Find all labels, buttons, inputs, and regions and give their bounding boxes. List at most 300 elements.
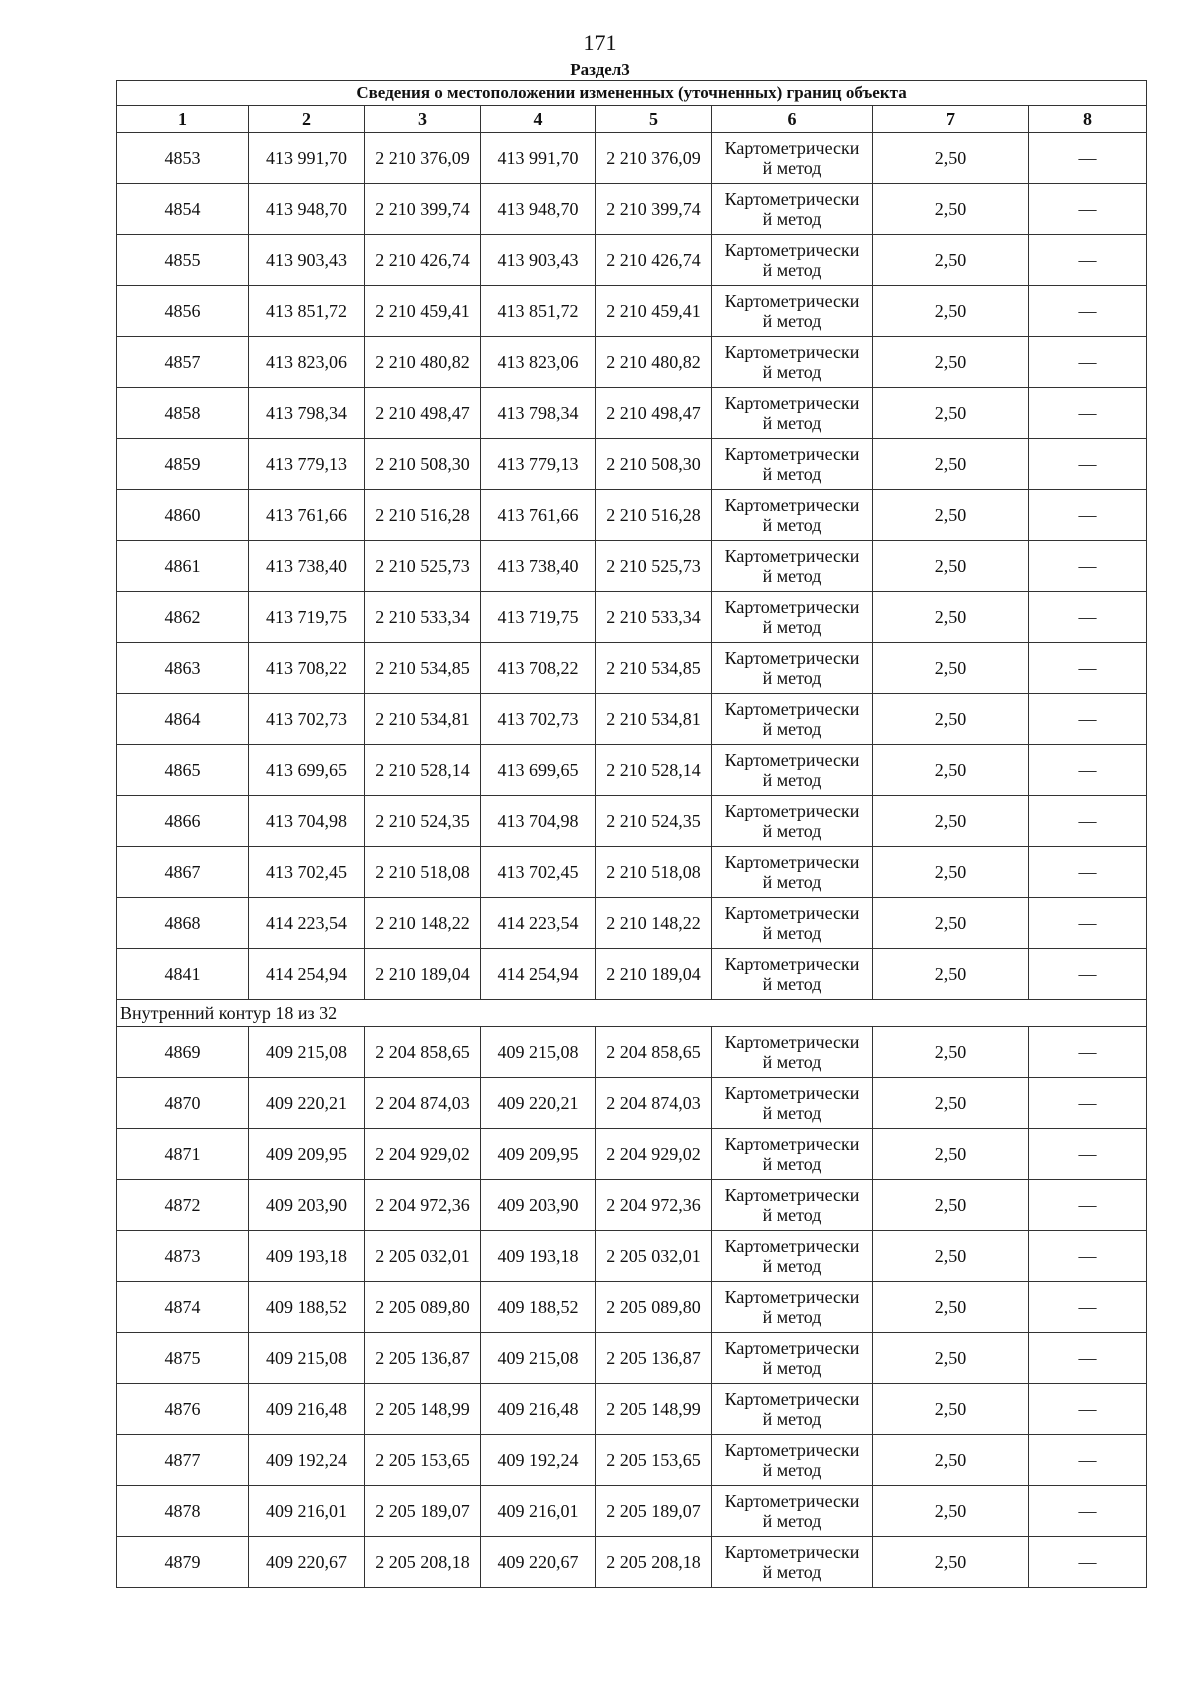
description-cell: —: [1029, 1333, 1147, 1384]
method-cell: [712, 1129, 873, 1180]
description-cell: —: [1029, 1231, 1147, 1282]
method-text-line2: й метод: [762, 311, 822, 331]
x-existing-cell: 409 216,48: [249, 1384, 365, 1435]
method-text-line1: Картометрически: [724, 597, 860, 617]
method-text-line1: Картометрически: [724, 189, 860, 209]
y-new-cell: 2 205 089,80: [596, 1282, 712, 1333]
y-existing-cell: 2 205 089,80: [365, 1282, 481, 1333]
method-text-line2: й метод: [762, 260, 822, 280]
method-text-line1: Картометрически: [724, 699, 860, 719]
method-text-line2: й метод: [762, 872, 822, 892]
point-number-cell: 4872: [117, 1180, 249, 1231]
x-existing-cell: 413 699,65: [249, 745, 365, 796]
table-row: [117, 745, 1147, 796]
method-text-line2: й метод: [762, 1256, 822, 1276]
method-cell: [712, 1027, 873, 1078]
y-new-cell: 2 204 874,03: [596, 1078, 712, 1129]
description-cell: —: [1029, 694, 1147, 745]
method-cell: [712, 337, 873, 388]
page-number: 171: [583, 30, 617, 55]
method-cell: [712, 1282, 873, 1333]
method-text-line2: й метод: [762, 515, 822, 535]
y-new-cell: 2 210 533,34: [596, 592, 712, 643]
point-number-cell: 4858: [117, 388, 249, 439]
table-row: [117, 1180, 1147, 1231]
table-row: [117, 184, 1147, 235]
boundary-coordinates-table: [116, 80, 1147, 1588]
method-text-line1: Картометрически: [724, 291, 860, 311]
section-title: Раздел3: [570, 60, 630, 79]
method-text-line2: й метод: [762, 1511, 822, 1531]
x-existing-cell: 409 209,95: [249, 1129, 365, 1180]
table-row: [117, 490, 1147, 541]
y-new-cell: 2 204 972,36: [596, 1180, 712, 1231]
x-new-cell: 409 188,52: [481, 1282, 596, 1333]
y-new-cell: 2 210 534,85: [596, 643, 712, 694]
x-existing-cell: 409 192,24: [249, 1435, 365, 1486]
x-new-cell: 413 779,13: [481, 439, 596, 490]
method-cell: [712, 133, 873, 184]
x-new-cell: 413 823,06: [481, 337, 596, 388]
table-row: [117, 592, 1147, 643]
x-existing-cell: 409 215,08: [249, 1333, 365, 1384]
accuracy-cell: 2,50: [873, 439, 1029, 490]
method-text-line2: й метод: [762, 1103, 822, 1123]
method-text-line1: Картометрически: [724, 444, 860, 464]
column-number: 4: [481, 106, 596, 133]
x-new-cell: 413 851,72: [481, 286, 596, 337]
y-existing-cell: 2 205 032,01: [365, 1231, 481, 1282]
table-row: [117, 898, 1147, 949]
method-cell: [712, 592, 873, 643]
point-number-cell: 4869: [117, 1027, 249, 1078]
x-existing-cell: 413 903,43: [249, 235, 365, 286]
accuracy-cell: 2,50: [873, 1078, 1029, 1129]
x-existing-cell: 414 223,54: [249, 898, 365, 949]
point-number-cell: 4863: [117, 643, 249, 694]
x-existing-cell: 413 702,73: [249, 694, 365, 745]
y-new-cell: 2 210 534,81: [596, 694, 712, 745]
y-existing-cell: 2 210 399,74: [365, 184, 481, 235]
accuracy-cell: 2,50: [873, 1333, 1029, 1384]
x-new-cell: 413 948,70: [481, 184, 596, 235]
point-number-cell: 4878: [117, 1486, 249, 1537]
description-cell: —: [1029, 1078, 1147, 1129]
table-row: [117, 286, 1147, 337]
point-number-cell: 4865: [117, 745, 249, 796]
table-row: [117, 1384, 1147, 1435]
method-text-line1: Картометрически: [724, 648, 860, 668]
y-new-cell: 2 210 524,35: [596, 796, 712, 847]
y-new-cell: 2 205 189,07: [596, 1486, 712, 1537]
y-new-cell: 2 204 929,02: [596, 1129, 712, 1180]
accuracy-cell: 2,50: [873, 133, 1029, 184]
x-new-cell: 413 903,43: [481, 235, 596, 286]
x-new-cell: 409 220,67: [481, 1537, 596, 1588]
method-text-line1: Картометрически: [724, 1134, 860, 1154]
accuracy-cell: 2,50: [873, 592, 1029, 643]
x-existing-cell: 409 203,90: [249, 1180, 365, 1231]
x-new-cell: 409 216,48: [481, 1384, 596, 1435]
method-text-line2: й метод: [762, 1460, 822, 1480]
x-new-cell: 409 215,08: [481, 1027, 596, 1078]
x-new-cell: 409 216,01: [481, 1486, 596, 1537]
x-existing-cell: 409 193,18: [249, 1231, 365, 1282]
method-cell: [712, 439, 873, 490]
x-new-cell: 413 738,40: [481, 541, 596, 592]
accuracy-cell: 2,50: [873, 1231, 1029, 1282]
x-new-cell: 409 193,18: [481, 1231, 596, 1282]
y-existing-cell: 2 210 508,30: [365, 439, 481, 490]
accuracy-cell: 2,50: [873, 1027, 1029, 1078]
x-new-cell: 414 223,54: [481, 898, 596, 949]
point-number-cell: 4853: [117, 133, 249, 184]
description-cell: —: [1029, 1129, 1147, 1180]
x-existing-cell: 413 704,98: [249, 796, 365, 847]
method-cell: [712, 490, 873, 541]
x-existing-cell: 413 948,70: [249, 184, 365, 235]
y-new-cell: 2 210 148,22: [596, 898, 712, 949]
accuracy-cell: 2,50: [873, 847, 1029, 898]
y-new-cell: 2 210 525,73: [596, 541, 712, 592]
description-cell: —: [1029, 490, 1147, 541]
table-row: [117, 796, 1147, 847]
x-existing-cell: 413 991,70: [249, 133, 365, 184]
table-caption: Сведения о местоположении измененных (уточненных) границ объекта: [117, 81, 1147, 106]
method-cell: [712, 898, 873, 949]
y-existing-cell: 2 210 518,08: [365, 847, 481, 898]
y-new-cell: 2 210 528,14: [596, 745, 712, 796]
table-row: [117, 643, 1147, 694]
method-cell: [712, 1231, 873, 1282]
point-number-cell: 4875: [117, 1333, 249, 1384]
y-existing-cell: 2 205 148,99: [365, 1384, 481, 1435]
x-new-cell: 413 991,70: [481, 133, 596, 184]
description-cell: —: [1029, 388, 1147, 439]
method-text-line2: й метод: [762, 362, 822, 382]
description-cell: —: [1029, 949, 1147, 1000]
method-cell: [712, 1486, 873, 1537]
table-row: [117, 949, 1147, 1000]
method-text-line2: й метод: [762, 158, 822, 178]
description-cell: —: [1029, 1486, 1147, 1537]
x-new-cell: 413 761,66: [481, 490, 596, 541]
y-new-cell: 2 210 516,28: [596, 490, 712, 541]
method-text-line1: Картометрически: [724, 1542, 860, 1562]
method-text-line1: Картометрически: [724, 495, 860, 515]
x-existing-cell: 413 738,40: [249, 541, 365, 592]
column-number: 1: [117, 106, 249, 133]
description-cell: —: [1029, 1384, 1147, 1435]
y-new-cell: 2 210 459,41: [596, 286, 712, 337]
method-text-line1: Картометрически: [724, 1338, 860, 1358]
point-number-cell: 4871: [117, 1129, 249, 1180]
x-existing-cell: 409 188,52: [249, 1282, 365, 1333]
description-cell: —: [1029, 745, 1147, 796]
y-new-cell: 2 210 498,47: [596, 388, 712, 439]
method-text-line2: й метод: [762, 770, 822, 790]
method-cell: [712, 745, 873, 796]
accuracy-cell: 2,50: [873, 1435, 1029, 1486]
x-existing-cell: 414 254,94: [249, 949, 365, 1000]
contour-label-row: [117, 1000, 1147, 1027]
method-cell: [712, 1537, 873, 1588]
table-body: [117, 81, 1147, 1588]
method-cell: [712, 286, 873, 337]
x-new-cell: 413 702,73: [481, 694, 596, 745]
x-existing-cell: 413 779,13: [249, 439, 365, 490]
y-new-cell: 2 210 189,04: [596, 949, 712, 1000]
method-text-line1: Картометрически: [724, 240, 860, 260]
method-text-line2: й метод: [762, 974, 822, 994]
y-existing-cell: 2 210 534,81: [365, 694, 481, 745]
x-new-cell: 409 192,24: [481, 1435, 596, 1486]
description-cell: —: [1029, 541, 1147, 592]
accuracy-cell: 2,50: [873, 898, 1029, 949]
method-text-line2: й метод: [762, 1154, 822, 1174]
method-text-line2: й метод: [762, 719, 822, 739]
y-new-cell: 2 205 153,65: [596, 1435, 712, 1486]
description-cell: —: [1029, 796, 1147, 847]
x-new-cell: 413 719,75: [481, 592, 596, 643]
method-cell: [712, 796, 873, 847]
point-number-cell: 4866: [117, 796, 249, 847]
point-number-cell: 4862: [117, 592, 249, 643]
method-cell: [712, 643, 873, 694]
x-new-cell: 409 203,90: [481, 1180, 596, 1231]
y-existing-cell: 2 205 189,07: [365, 1486, 481, 1537]
x-existing-cell: 413 761,66: [249, 490, 365, 541]
y-new-cell: 2 210 518,08: [596, 847, 712, 898]
y-new-cell: 2 205 208,18: [596, 1537, 712, 1588]
y-existing-cell: 2 205 136,87: [365, 1333, 481, 1384]
x-existing-cell: 409 220,21: [249, 1078, 365, 1129]
table-row: [117, 1231, 1147, 1282]
accuracy-cell: 2,50: [873, 388, 1029, 439]
accuracy-cell: 2,50: [873, 1486, 1029, 1537]
y-new-cell: 2 205 148,99: [596, 1384, 712, 1435]
x-new-cell: 409 215,08: [481, 1333, 596, 1384]
y-existing-cell: 2 210 525,73: [365, 541, 481, 592]
point-number-cell: 4841: [117, 949, 249, 1000]
method-text-line1: Картометрически: [724, 1287, 860, 1307]
accuracy-cell: 2,50: [873, 235, 1029, 286]
description-cell: —: [1029, 643, 1147, 694]
y-new-cell: 2 205 032,01: [596, 1231, 712, 1282]
accuracy-cell: 2,50: [873, 1384, 1029, 1435]
x-new-cell: 409 220,21: [481, 1078, 596, 1129]
method-text-line2: й метод: [762, 413, 822, 433]
method-cell: [712, 388, 873, 439]
y-existing-cell: 2 210 534,85: [365, 643, 481, 694]
x-new-cell: 413 702,45: [481, 847, 596, 898]
y-existing-cell: 2 210 524,35: [365, 796, 481, 847]
accuracy-cell: 2,50: [873, 796, 1029, 847]
y-new-cell: 2 210 399,74: [596, 184, 712, 235]
description-cell: —: [1029, 1537, 1147, 1588]
method-text-line1: Картометрически: [724, 342, 860, 362]
description-cell: —: [1029, 898, 1147, 949]
y-new-cell: 2 204 858,65: [596, 1027, 712, 1078]
method-text-line2: й метод: [762, 1205, 822, 1225]
accuracy-cell: 2,50: [873, 541, 1029, 592]
y-existing-cell: 2 205 208,18: [365, 1537, 481, 1588]
accuracy-cell: 2,50: [873, 184, 1029, 235]
y-existing-cell: 2 210 426,74: [365, 235, 481, 286]
column-number: 5: [596, 106, 712, 133]
y-existing-cell: 2 210 498,47: [365, 388, 481, 439]
table-row: [117, 1537, 1147, 1588]
table-row: [117, 133, 1147, 184]
table-row: [117, 847, 1147, 898]
method-text-line2: й метод: [762, 1358, 822, 1378]
y-existing-cell: 2 204 858,65: [365, 1027, 481, 1078]
table-row: [117, 541, 1147, 592]
description-cell: —: [1029, 235, 1147, 286]
method-text-line1: Картометрически: [724, 903, 860, 923]
method-text-line1: Картометрически: [724, 1491, 860, 1511]
point-number-cell: 4877: [117, 1435, 249, 1486]
accuracy-cell: 2,50: [873, 1129, 1029, 1180]
method-cell: [712, 1435, 873, 1486]
table-row: [117, 1078, 1147, 1129]
description-cell: —: [1029, 1027, 1147, 1078]
point-number-cell: 4867: [117, 847, 249, 898]
method-text-line2: й метод: [762, 1307, 822, 1327]
x-new-cell: 413 708,22: [481, 643, 596, 694]
contour-label: Внутренний контур 18 из 32: [117, 1000, 1147, 1027]
x-existing-cell: 413 823,06: [249, 337, 365, 388]
table-row: [117, 1435, 1147, 1486]
point-number-cell: 4868: [117, 898, 249, 949]
point-number-cell: 4860: [117, 490, 249, 541]
y-existing-cell: 2 205 153,65: [365, 1435, 481, 1486]
method-text-line1: Картометрически: [724, 750, 860, 770]
accuracy-cell: 2,50: [873, 1537, 1029, 1588]
method-text-line2: й метод: [762, 209, 822, 229]
table-row: [117, 1282, 1147, 1333]
point-number-cell: 4864: [117, 694, 249, 745]
y-existing-cell: 2 210 376,09: [365, 133, 481, 184]
point-number-cell: 4876: [117, 1384, 249, 1435]
y-existing-cell: 2 210 459,41: [365, 286, 481, 337]
x-existing-cell: 409 220,67: [249, 1537, 365, 1588]
x-existing-cell: 413 702,45: [249, 847, 365, 898]
y-existing-cell: 2 204 874,03: [365, 1078, 481, 1129]
x-existing-cell: 409 216,01: [249, 1486, 365, 1537]
accuracy-cell: 2,50: [873, 1180, 1029, 1231]
x-existing-cell: 413 798,34: [249, 388, 365, 439]
method-text-line2: й метод: [762, 1409, 822, 1429]
method-text-line2: й метод: [762, 923, 822, 943]
method-text-line1: Картометрически: [724, 954, 860, 974]
table-row: [117, 337, 1147, 388]
table-row: [117, 694, 1147, 745]
x-existing-cell: 413 708,22: [249, 643, 365, 694]
description-cell: —: [1029, 1282, 1147, 1333]
table-row: [117, 388, 1147, 439]
column-number: 6: [712, 106, 873, 133]
method-cell: [712, 184, 873, 235]
table-row: [117, 235, 1147, 286]
description-cell: —: [1029, 439, 1147, 490]
method-text-line1: Картометрически: [724, 1440, 860, 1460]
x-new-cell: 413 699,65: [481, 745, 596, 796]
point-number-cell: 4879: [117, 1537, 249, 1588]
description-cell: —: [1029, 184, 1147, 235]
point-number-cell: 4856: [117, 286, 249, 337]
column-number: 7: [873, 106, 1029, 133]
method-cell: [712, 1078, 873, 1129]
description-cell: —: [1029, 286, 1147, 337]
method-text-line2: й метод: [762, 1052, 822, 1072]
point-number-cell: 4870: [117, 1078, 249, 1129]
point-number-cell: 4854: [117, 184, 249, 235]
x-new-cell: 413 704,98: [481, 796, 596, 847]
description-cell: —: [1029, 1180, 1147, 1231]
method-cell: [712, 949, 873, 1000]
column-number: 8: [1029, 106, 1147, 133]
method-cell: [712, 1333, 873, 1384]
description-cell: —: [1029, 337, 1147, 388]
y-existing-cell: 2 210 480,82: [365, 337, 481, 388]
method-cell: [712, 541, 873, 592]
x-existing-cell: 413 851,72: [249, 286, 365, 337]
x-new-cell: 413 798,34: [481, 388, 596, 439]
x-existing-cell: 409 215,08: [249, 1027, 365, 1078]
accuracy-cell: 2,50: [873, 745, 1029, 796]
y-existing-cell: 2 210 516,28: [365, 490, 481, 541]
method-text-line1: Картометрически: [724, 546, 860, 566]
method-cell: [712, 235, 873, 286]
point-number-cell: 4861: [117, 541, 249, 592]
accuracy-cell: 2,50: [873, 694, 1029, 745]
column-number: 3: [365, 106, 481, 133]
method-text-line2: й метод: [762, 821, 822, 841]
description-cell: —: [1029, 1435, 1147, 1486]
y-new-cell: 2 210 480,82: [596, 337, 712, 388]
method-cell: [712, 847, 873, 898]
table-row: [117, 1486, 1147, 1537]
x-new-cell: 409 209,95: [481, 1129, 596, 1180]
column-number-row: [117, 106, 1147, 133]
method-cell: [712, 694, 873, 745]
method-text-line1: Картометрически: [724, 138, 860, 158]
table-row: [117, 1129, 1147, 1180]
point-number-cell: 4859: [117, 439, 249, 490]
table-row: [117, 1333, 1147, 1384]
y-existing-cell: 2 204 972,36: [365, 1180, 481, 1231]
y-new-cell: 2 205 136,87: [596, 1333, 712, 1384]
y-existing-cell: 2 210 528,14: [365, 745, 481, 796]
description-cell: —: [1029, 133, 1147, 184]
y-new-cell: 2 210 426,74: [596, 235, 712, 286]
method-text-line2: й метод: [762, 668, 822, 688]
method-text-line2: й метод: [762, 566, 822, 586]
method-text-line1: Картометрически: [724, 852, 860, 872]
table-row: [117, 1027, 1147, 1078]
method-text-line2: й метод: [762, 1562, 822, 1582]
y-existing-cell: 2 204 929,02: [365, 1129, 481, 1180]
method-text-line2: й метод: [762, 464, 822, 484]
y-new-cell: 2 210 376,09: [596, 133, 712, 184]
point-number-cell: 4855: [117, 235, 249, 286]
method-text-line1: Картометрически: [724, 393, 860, 413]
point-number-cell: 4873: [117, 1231, 249, 1282]
method-text-line1: Картометрически: [724, 1389, 860, 1409]
y-existing-cell: 2 210 148,22: [365, 898, 481, 949]
description-cell: —: [1029, 592, 1147, 643]
